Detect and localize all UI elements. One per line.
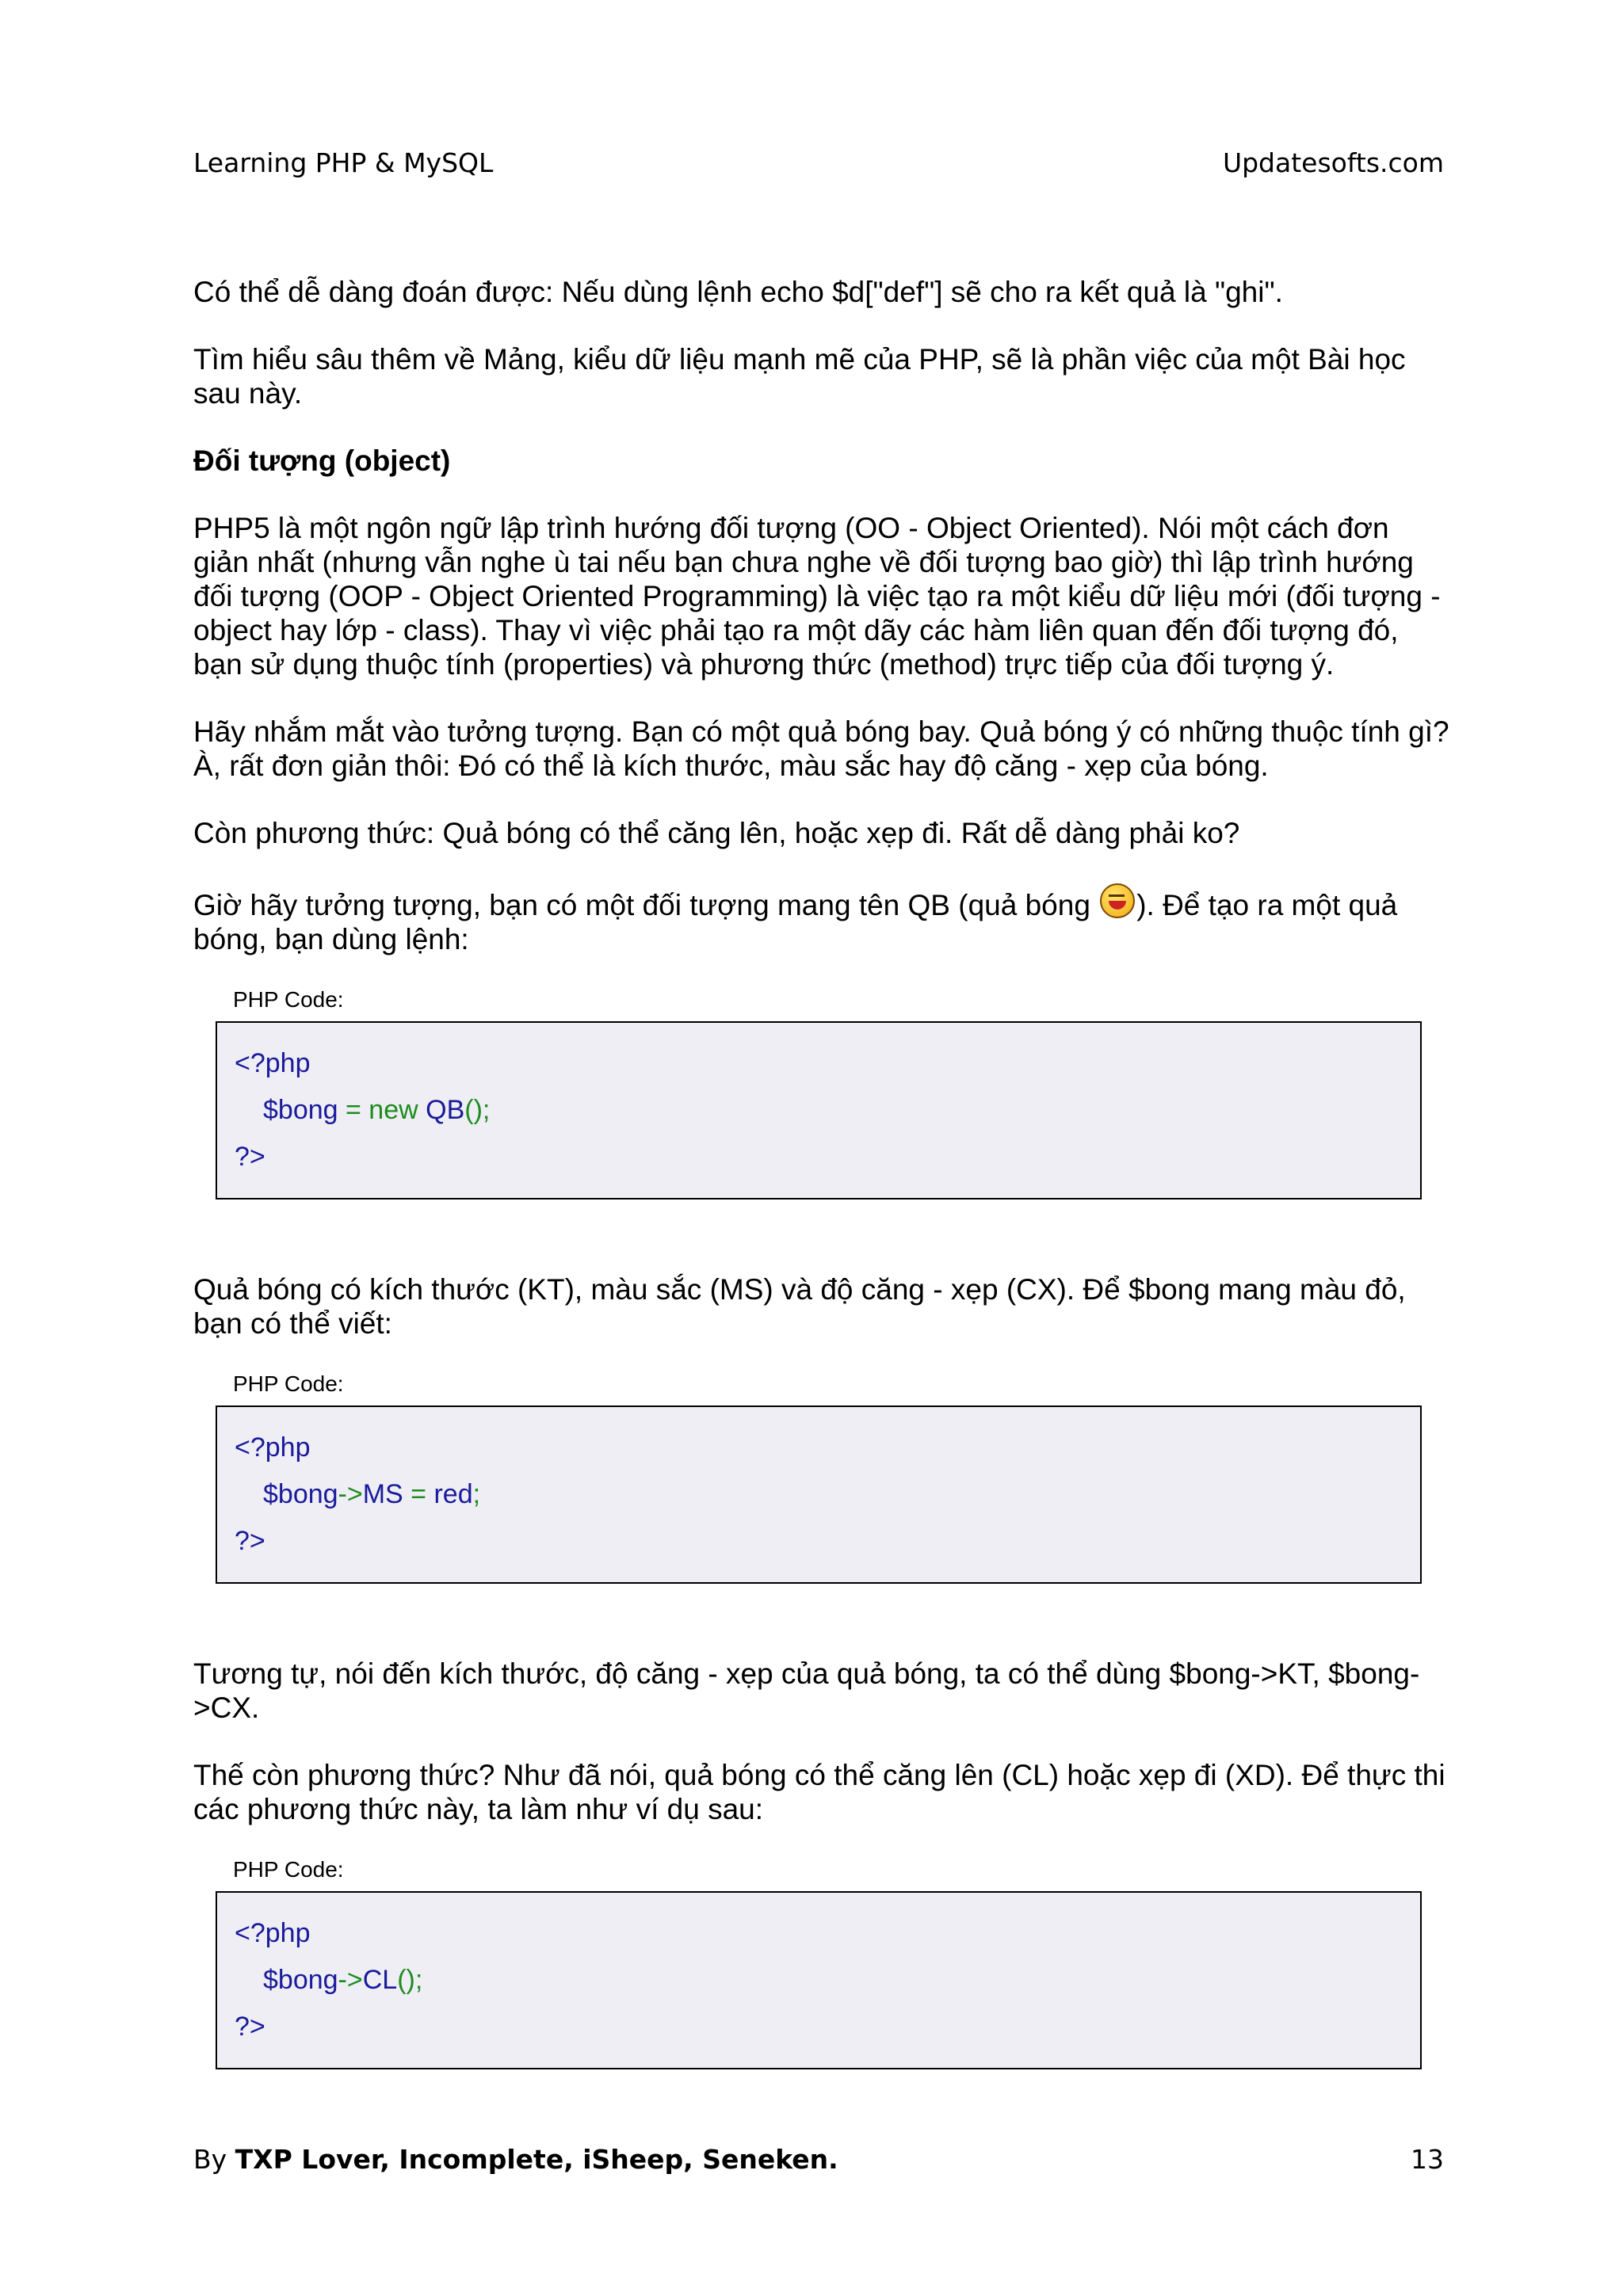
- code-close-tag: ?>: [235, 2012, 265, 2042]
- code-variable: $bong: [263, 1095, 338, 1125]
- code-operator: ->: [338, 1479, 363, 1509]
- code-end: ();: [397, 1965, 423, 1995]
- paragraph-6-end: ). Để tạo ra một quả bóng, bạn dùng lệnh:: [193, 889, 1398, 955]
- page-header: [193, 147, 1444, 184]
- paragraph-7: Quả bóng có kích thước (KT), màu sắc (MS) và độ căng - xẹp (CX). Để $bong mang màu đỏ, bạn có thể viết:: [193, 1273, 1406, 1340]
- paragraph-3: PHP5 là một ngôn ngữ lập trình hướng đối tượng (OO - Object Oriented). Nói một cách đơn giản nhất (nhưng vẫn nghe ù tai nếu bạn chưa nghe về đối tượng bao giờ) thì lập trình hướng đối tượng (OOP - Object Oriented Programming) là việc tạo ra một kiểu dữ liệu mới (đối tượng - object hay lớp - class). Thay vì việc phải tạo ra một dãy các hàm liên quan đến đối tượng đó, bạn sử dụng thuộc tính (properties) và phương thức (method) trực tiếp của đối tượng ý.: [193, 512, 1441, 681]
- section-heading: Đối tượng (object): [193, 444, 451, 477]
- paragraph-8: Tương tự, nói đến kích thước, độ căng - xẹp của quả bóng, ta có thể dùng $bong->KT, $bong->CX.: [193, 1657, 1420, 1724]
- page-content: [193, 275, 1449, 2142]
- footer-authors: TXP Lover, Incomplete, iSheep, Seneken.: [235, 2144, 838, 2175]
- header-title: Learning PHP & MySQL: [193, 147, 494, 178]
- code-statement: [235, 1957, 1403, 2004]
- code-operator: ->: [338, 1965, 363, 1995]
- code-property: MS: [362, 1479, 403, 1509]
- laughing-face-icon: [1100, 883, 1135, 918]
- code-variable: $bong: [263, 1965, 338, 1995]
- code-assign: =: [403, 1479, 434, 1509]
- code-end: ;: [472, 1479, 481, 1509]
- code-statement: [235, 1471, 1403, 1518]
- code-label-2: PHP Code:: [233, 1371, 344, 1396]
- code-variable: $bong: [263, 1479, 338, 1509]
- code-statement: [235, 1087, 1403, 1134]
- paragraph-1: Có thể dễ dàng đoán được: Nếu dùng lệnh echo $d["def"] sẽ cho ra kết quả là "ghi".: [193, 276, 1283, 308]
- code-end: ();: [464, 1095, 491, 1125]
- header-site: Updatesofts.com: [1222, 147, 1444, 178]
- code-open-tag: <?php: [235, 1432, 311, 1463]
- code-open-tag: <?php: [235, 1918, 311, 1948]
- code-open-tag: <?php: [235, 1048, 311, 1078]
- page-number: 13: [1411, 2144, 1444, 2175]
- code-block-2: [216, 1405, 1422, 1584]
- footer-by: By: [193, 2144, 235, 2175]
- paragraph-5: Còn phương thức: Quả bóng có thể căng lên, hoặc xẹp đi. Rất dễ dàng phải ko?: [193, 817, 1240, 849]
- footer-credits: [193, 2144, 838, 2175]
- code-block-3: [216, 1891, 1422, 2069]
- code-block-1: [216, 1021, 1422, 1199]
- paragraph-6: [193, 883, 1449, 956]
- code-label-1: PHP Code:: [233, 987, 344, 1012]
- paragraph-2: Tìm hiểu sâu thêm về Mảng, kiểu dữ liệu mạnh mẽ của PHP, sẽ là phần việc của một Bài học sau này.: [193, 343, 1406, 410]
- code-close-tag: ?>: [235, 1526, 265, 1556]
- code-operator: = new: [338, 1095, 426, 1125]
- code-close-tag: ?>: [235, 1142, 265, 1172]
- code-label-3: PHP Code:: [233, 1857, 344, 1882]
- paragraph-4: Hãy nhắm mắt vào tưởng tượng. Bạn có một quả bóng bay. Quả bóng ý có những thuộc tính gì? À, rất đơn giản thôi: Đó có thể là kích thước, màu sắc hay độ căng - xẹp của bóng.: [193, 715, 1449, 782]
- code-value: red: [433, 1479, 473, 1509]
- paragraph-9: Thế còn phương thức? Như đã nói, quả bóng có thể căng lên (CL) hoặc xẹp đi (XD). Để thực thi các phương thức này, ta làm như ví dụ sau:: [193, 1759, 1445, 1825]
- code-class-name: QB: [426, 1095, 465, 1125]
- paragraph-6-start: Giờ hãy tưởng tượng, bạn có một đối tượng mang tên QB (quả bóng: [193, 889, 1099, 921]
- code-method: CL: [362, 1965, 398, 1995]
